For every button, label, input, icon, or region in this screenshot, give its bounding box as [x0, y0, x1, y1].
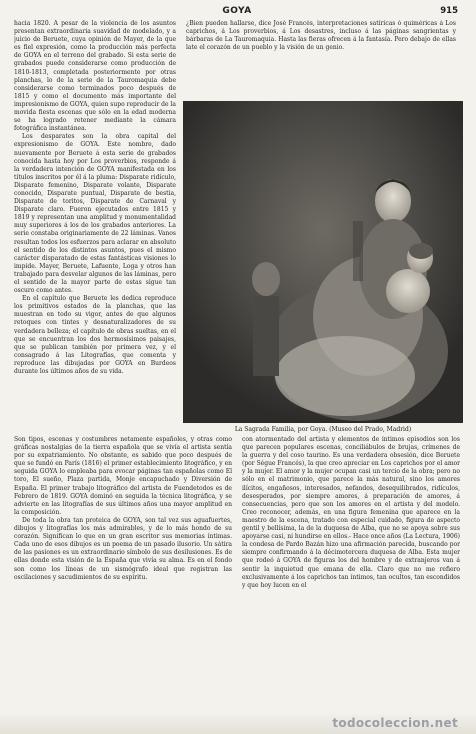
paragraph: En el capítulo que Beruete les dedica reproduce los primitivos estados de la planchas, que las muestran en todo su vigor, antes de que algunos retoques con tintes y desnaturalizadores de su verdadera belleza; el capítulo de obras sueltas, en el que se encuentran los dos hermosísimos paisajes, que se publican también por primera vez, y el consagrado á las Litografías, que comenta y reproduce las dibujadas por GOYA en Burdeos durante los últimos años de su vida. — [14, 295, 176, 376]
paragraph: De toda la obra tan proteica de GOYA, son tal vez sus aguafuertes, dibujos y litografías los más admirables, y de lo más hondo de su corazón. Significan lo que en un gran escritor sus memorias íntimas. Cada uno de esos dibujos es un poema de un pasado ilusorio. Un sátira de las pasiones es un extraordinario símbolo de sus desilusiones. Es de ellas donde esta visión de la España que vivía su alma. Es en el fondo son como los líneas de un sismógrafo ideal que registran las oscilaciones y sacudimientos de su espíritu. — [14, 516, 232, 581]
page-number: 915 — [440, 6, 458, 16]
figure-caption: La Sagrada Familia, por Goya. (Museo del Prado, Madrid) — [234, 426, 412, 433]
watermark: todocoleccion.net — [332, 716, 458, 730]
holy-family-painting — [183, 101, 463, 423]
paragraph: Son tipos, escenas y costumbres netamente españoles, y otras como gráficas nostalgias de la tierra española que se vivía el artista sentía por su expatriamiento. No obstante, es sabido que poco después de que se fundó en París (1816) el primer establecimiento litográfico, y en seguida GOYA lo empleaba para evocar páginas tan españolas como El toro, El sueño, Plaza partida, Monje encapuchado y Diversión de España. El primer trabajo litográfico del artista de Fuendetodos es de Febrero de 1819. GOYA dominó en seguida la técnica litográfica, y se advierte en las litografías de sus últimos años una mayor amplitud en la composición. — [14, 436, 232, 516]
paragraph: Los desparates son la obra capital del expresionismo de GOYA. Este nombre, dado nuevamente por Beruete á esta serie de grabados conocida hasta hoy por Los proverbios, responde á la verdadera intención de GOYA manifestada en los títulos inscritos por él á la pluma: Disparate ridículo, Disparate femenino, Disparate volante, Disparate conocido, Disparate puntual, Disparate de bestia, Disparate de toritos, Disparate de Carnaval y Disparate claro. Fueron ejecutados entre 1815 y 1819 y representan una amplitud y monumentalidad muy superiores á los de los grabados anteriores. La serie constaba originariamente de 22 láminas. Vanos resultan todos los esfuerzos para aclarar en absoluto el sentido de los distintos asuntos, pues el mismo carácter disparatado de estas fantásticas visiones lo impide. Mayer, Beruete, Lafuente, Loga y otros han trabajado para desvelar algunos de las láminas, pero el sentido de la mayor parte de estas sigue tan oscuro como antes. — [14, 133, 176, 295]
right-column-text — [186, 20, 456, 100]
painting-image — [183, 101, 463, 423]
bottom-right-column-text — [242, 436, 460, 708]
paragraph: hacia 1820. A pesar de la violencia de los asuntos presentan extraordinaria suavidad de modelado, y a juicio de Beruete, cuya opinión de Mayer, de la que es fiel expresión, como la producción más perfecta de GOYA en el terreno del grabado. Si esta serie de grabados puede considerarse como producción de 1810-1813, completada posteriormente por otras planchas, lo de la serie de la Tauromaquia debe considerarse como terminados poco después de 1815 y como el documento más importante del impresionismo de GOYA, quien supo reproducir de la movida fiesta escenas que sólo en la edad moderna se ha logrado retener mediante la cámara fotográfica instantánea. — [14, 20, 176, 133]
bottom-left-column-text — [14, 436, 232, 708]
paragraph: ¿Bien pueden hallarse, dice José Francés, interpretaciones satíricas ó quiméricas á Los caprichos, á Los proverbios, á Los desastres, incluso á las páginas sangrientas y bárbaras de La Tauromaquia. Hasta las fieras ofrecen á la fantasía. Pero debajo de ellas late el corazón de un pueblo y la visión de un genio. — [186, 20, 456, 52]
running-title: GOYA — [222, 6, 252, 16]
page-header — [14, 6, 460, 18]
left-column-text — [14, 20, 176, 434]
watermark-bar — [0, 712, 476, 734]
paragraph: con atormentado del artista y elementos de íntimos episodios son los que parecen populares escenas, conciliábulos de brujas, crímenes de la guerra y del coso taurino. Es una verdadera obsesión, dice Beruete (por Ségue Francés), la que creo apreciar en Los caprichos por el amor y la mujer. El amor y la mujer ocupan casi un tercio de la obra; pero no sólo en el matrimonio, que parece la más natural, sino los amores ilícitos, engañosos, interesados, nefandos, desequilibrados, ridículos, desesperados, por siempre amores, á preparación de amores, á consecuencias, pero que son los amores en el artista y del modelo. Creo reconocer, además, en una figura femenina que aparece en la maestro de la escena, tratado con especial cuidado, figura de aspecto gentil y bellísima, la de la duquesa de Alba, que no se apoya sobre sus apoyarse casi, ni hundirse en ellos.- Hace once años (La Lectura, 1906) la condesa de Pardo Bazán hizo una afirmación parecida, buscando por siempre confirmando á la décimotercera duquesa de Alba. Esta mujer que rodeó á GOYA de figuras los del hombre y de extranjeros van á sentir la inquietud que emana de ella. Claro que no me refiero exclusivamente á los caprichos tan íntimos, tan ocultos, tan escondidos y que hoy lucen en el — [242, 436, 460, 589]
